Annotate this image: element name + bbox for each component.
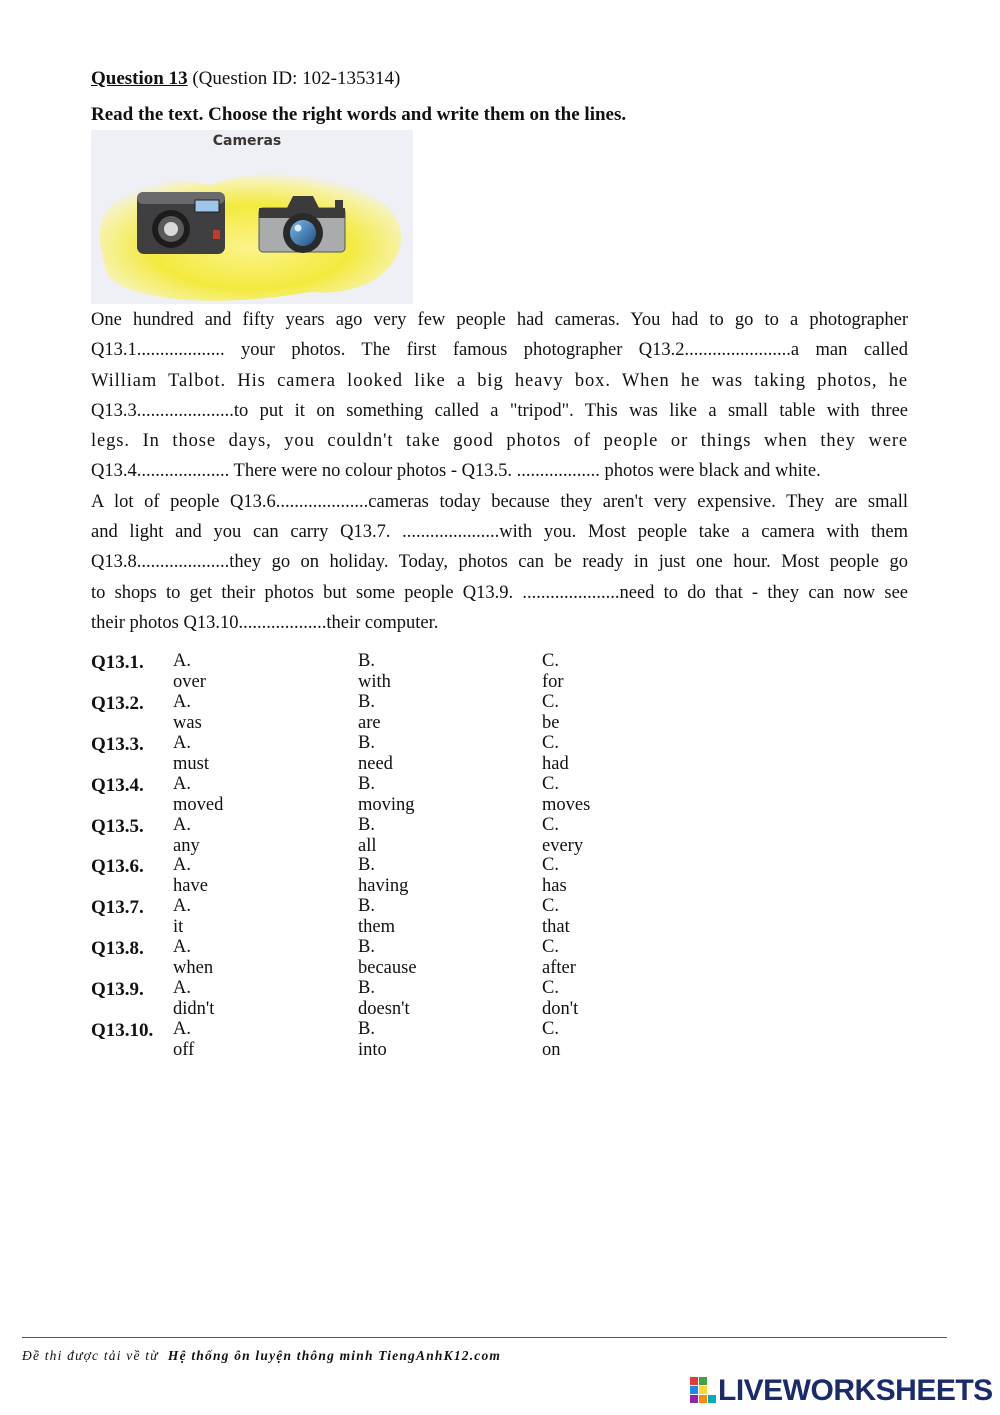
compact-camera-icon xyxy=(137,192,225,254)
passage-line: legs. In those days, you couldn't take good photos of people or things when they were xyxy=(91,431,908,452)
passage-line: A lot of people Q13.6....................cameras today because they aren't very expensive. They are small xyxy=(91,491,908,512)
option-a[interactable]: A. off xyxy=(173,1019,195,1061)
option-b[interactable]: B. them xyxy=(358,896,395,938)
option-b[interactable]: B. moving xyxy=(358,773,415,815)
option-c[interactable]: C. on xyxy=(542,1019,561,1061)
passage-line: Q13.1................... your photos. The first famous photographer Q13.2.......................a man called xyxy=(91,340,908,361)
reading-passage xyxy=(91,305,908,638)
option-a[interactable]: A. it xyxy=(173,896,191,938)
passage-line: and light and you can carry Q13.7. .....................with you. Most people take a camera with them xyxy=(91,522,908,543)
cameras-picture xyxy=(91,130,413,304)
footer-note xyxy=(22,1348,501,1364)
option-a[interactable]: A. over xyxy=(173,651,206,692)
question-number: Q13.5. xyxy=(91,815,144,837)
option-b[interactable]: B. having xyxy=(358,855,409,897)
option-c[interactable]: C. for xyxy=(542,651,564,692)
option-b[interactable]: B. with xyxy=(358,651,391,692)
option-b[interactable]: B. into xyxy=(358,1019,387,1061)
option-c[interactable]: C. every xyxy=(542,814,584,856)
passage-line: Q13.8....................they go on holiday. Today, photos can be ready in just one hour. Most people go xyxy=(91,552,908,573)
question-number: Q13.1. xyxy=(91,652,144,673)
passage-line: William Talbot. His camera looked like a big heavy box. When he was taking photos, he xyxy=(91,370,908,391)
option-b[interactable]: B. because xyxy=(358,937,417,979)
option-a[interactable]: A. when xyxy=(173,937,214,979)
liveworksheets-grid-icon xyxy=(690,1377,718,1405)
question-number: Q13.3. xyxy=(91,733,144,755)
question-number: Q13.8. xyxy=(91,938,144,960)
passage-line: Q13.4.................... There were no colour photos - Q13.5. .................. photos were black and white. xyxy=(91,461,821,482)
passage-line: One hundred and fifty years ago very few people had cameras. You had to go to a photographer xyxy=(91,310,908,330)
option-b[interactable]: B. doesn't xyxy=(358,978,410,1020)
option-a[interactable]: A. didn't xyxy=(173,978,215,1020)
option-c[interactable]: C. moves xyxy=(542,773,591,815)
question-title: Question 13 xyxy=(91,68,188,89)
question-number: Q13.2. xyxy=(91,692,144,714)
footer-divider xyxy=(22,1337,947,1338)
option-c[interactable]: C. that xyxy=(542,896,570,938)
option-b[interactable]: B. are xyxy=(358,691,381,733)
liveworksheets-wordmark: LIVEWORKSHEETS xyxy=(718,1374,993,1407)
question-id: (Question ID: 102-135314) xyxy=(192,68,401,89)
passage-line: Q13.3.....................to put it on something called a "tripod". This was like a small table with three xyxy=(91,400,908,421)
question-number: Q13.10. xyxy=(91,1020,154,1042)
footer-brand: Hệ thống ôn luyện thông minh TiengAnhK12.com xyxy=(167,1348,502,1363)
option-a[interactable]: A. have xyxy=(173,855,208,897)
question-number: Q13.9. xyxy=(91,979,144,1001)
option-a[interactable]: A. was xyxy=(173,691,202,733)
footer-prefix: Đề thi được tải về từ xyxy=(22,1348,159,1363)
option-a[interactable]: A. must xyxy=(173,732,209,774)
option-c[interactable]: C. after xyxy=(542,937,576,979)
option-c[interactable]: C. had xyxy=(542,732,569,774)
question-number: Q13.4. xyxy=(91,774,144,796)
option-c[interactable]: C. be xyxy=(542,691,560,733)
passage-line: their photos Q13.10...................their computer. xyxy=(91,612,439,633)
passage-line: to shops to get their photos but some people Q13.9. .....................need to do that - they can now see xyxy=(91,582,908,603)
option-b[interactable]: B. all xyxy=(358,814,377,856)
question-number: Q13.7. xyxy=(91,897,144,919)
question-number: Q13.6. xyxy=(91,856,144,878)
option-b[interactable]: B. need xyxy=(358,732,393,774)
question-header xyxy=(91,68,400,90)
instruction: Read the text. Choose the right words and write them on the lines. xyxy=(91,104,627,125)
liveworksheets-logo xyxy=(690,1374,993,1408)
option-a[interactable]: A. any xyxy=(173,814,200,856)
option-c[interactable]: C. don't xyxy=(542,978,579,1020)
option-a[interactable]: A. moved xyxy=(173,773,224,815)
picture-caption: Cameras xyxy=(212,133,282,149)
option-c[interactable]: C. has xyxy=(542,855,567,897)
